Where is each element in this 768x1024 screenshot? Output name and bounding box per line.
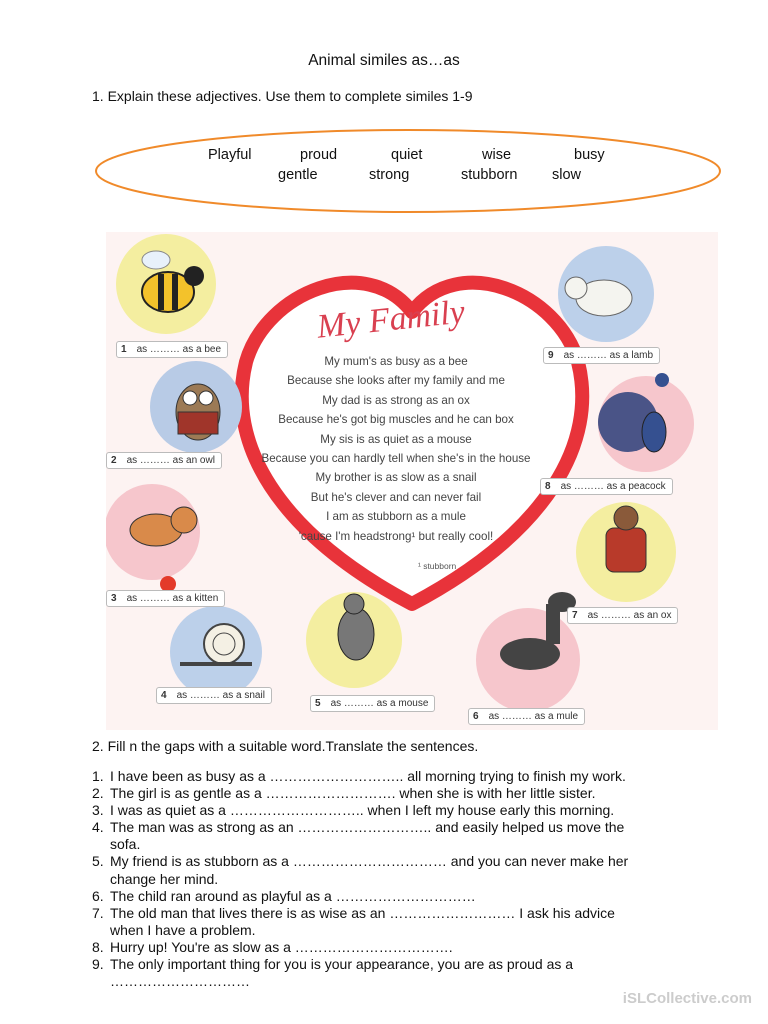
- adjective-playful: Playful: [208, 147, 252, 163]
- owl-icon: [176, 384, 220, 440]
- list-item: 6. The child ran around as playful as a …………………………: [92, 887, 476, 904]
- poem-footnote: ¹ stubborn: [418, 561, 457, 571]
- adjective-slow: slow: [552, 167, 582, 183]
- adjective-busy: busy: [574, 147, 605, 163]
- adjective-wise: wise: [482, 147, 512, 163]
- simile-label-lamb: 9 as ……… as a lamb: [543, 347, 660, 364]
- poem-line: 'cause I'm headstrong¹ but really cool!: [298, 529, 494, 543]
- task-2-instruction: 2. Fill n the gaps with a suitable word.Translate the sentences.: [92, 738, 479, 754]
- poem-line: My sis is as quiet as a mouse: [320, 432, 472, 446]
- adjective-proud: proud: [300, 147, 338, 163]
- poem: [236, 352, 556, 546]
- adjective-quiet: quiet: [391, 147, 423, 163]
- adjective-stubborn: stubborn: [461, 167, 518, 183]
- list-item: 3. I was as quiet as a ……………………….. when I left my house early this morning.: [92, 802, 615, 819]
- poem-line: My dad is as strong as an ox: [322, 393, 470, 407]
- poem-line: Because she looks after my family and me: [287, 374, 505, 388]
- adjective-gentle: gentle: [278, 167, 318, 183]
- watermark: iSLCollective.com: [622, 990, 752, 1007]
- poem-line: But he's clever and can never fail: [310, 490, 482, 504]
- list-item: 7. The old man that lives there is as wise as an ……………………… I ask his advice when I have a problem.: [92, 904, 615, 938]
- simile-label-peacock: 8 as ……… as a peacock: [540, 478, 673, 495]
- poem-line: Because he's got big muscles and he can box: [278, 413, 514, 427]
- simile-label-mouse: 5 as ……… as a mouse: [310, 695, 435, 712]
- poem-line: My mum's as busy as a bee: [324, 355, 468, 368]
- poem-line: My brother is as slow as a snail: [315, 471, 477, 485]
- list-item: 9. The only important thing for you is your appearance, you are as proud as a …………………………: [92, 956, 574, 990]
- poem-heading: My Family: [315, 293, 467, 346]
- simile-label-kitten: 3 as ……… as a kitten: [106, 590, 225, 607]
- list-item: 2. The girl is as gentle as a ………………………. when she is with her little sister.: [92, 785, 596, 802]
- poem-line: Because you can hardly tell when she's in the house: [261, 452, 531, 466]
- list-item: 1. I have been as busy as a ……………………….. all morning trying to finish my work.: [92, 768, 626, 784]
- simile-label-bee: 1 as ……… as a bee: [116, 341, 228, 358]
- simile-label-mule: 6 as ……… as a mule: [468, 708, 585, 725]
- adjective-strong: strong: [369, 167, 410, 183]
- list-item: 5. My friend is as stubborn as a …………………………… and you can never make her change her mind.: [92, 853, 629, 887]
- poem-line: I am as stubborn as a mule: [326, 510, 466, 524]
- exercise-list: [92, 768, 692, 990]
- simile-label-snail: 4 as ……… as a snail: [156, 687, 272, 704]
- simile-label-owl: 2 as ……… as an owl: [106, 452, 222, 469]
- simile-label-ox: 7 as ……… as an ox: [567, 607, 678, 624]
- list-item: 8. Hurry up! You're as slow as a …………………………….: [92, 938, 453, 955]
- task-1-instruction: 1. Explain these adjectives. Use them to complete similes 1-9: [92, 88, 473, 104]
- list-item: 4. The man was as strong as an ……………………….. and easily helped us move the sofa.: [92, 819, 625, 853]
- worksheet-title: Animal similes as…as: [308, 52, 460, 69]
